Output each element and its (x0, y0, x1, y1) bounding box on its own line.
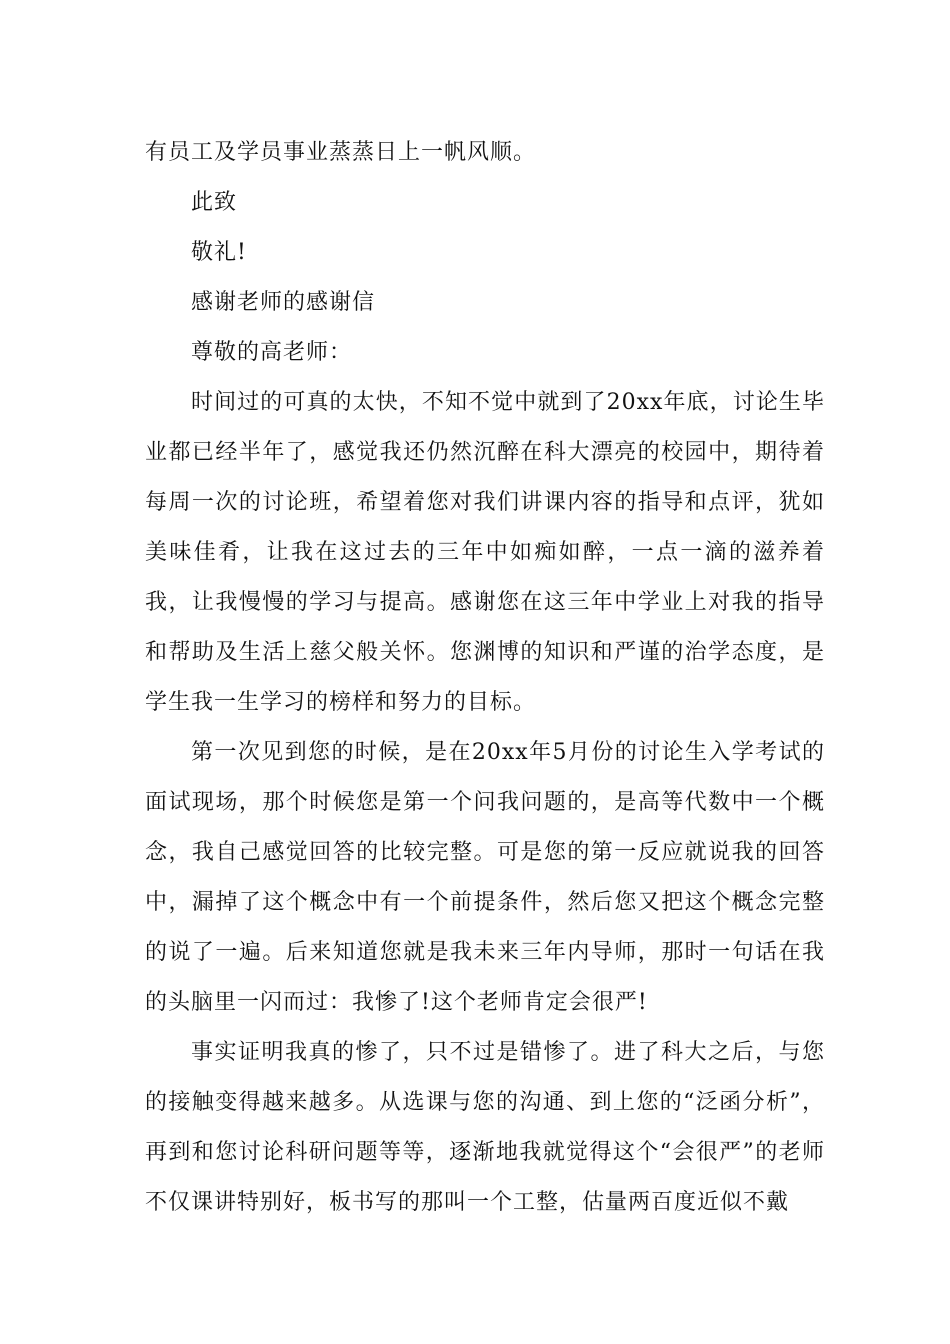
closing-sentence: 有员工及学员事业蒸蒸日上一帆风顺。 (145, 140, 537, 165)
paragraph-2: 第一次见到您的时候，是在20xx年5月份的讨论生入学考试的面试现场，那个时候您是第一个问我问题的，是高等代数中一个概念，我自己感觉回答的比较完整。可是您的第一反应就说我的回答中，漏掉了这个概念中有一个前提条件，然后您又把这个概念完整的说了一遍。后来知道您就是我未来三年内导师，那时一句话在我的头脑里一闪而过：我惨了!这个老师肯定会很严! (145, 740, 825, 1015)
salutation-closing: 此致 (191, 190, 238, 215)
letter-body (145, 128, 825, 1228)
paragraph-1: 时间过的可真的太快，不知不觉中就到了20xx年底，讨论生毕业都已经半年了，感觉我还仍然沉醉在科大漂亮的校园中，期待着每周一次的讨论班，希望着您对我们讲课内容的指导和点评，犹如美味佳肴，让我在这过去的三年中如痴如醉，一点一滴的滋养着我，让我慢慢的学习与提高。感谢您在这三年中学业上对我的指导和帮助及生活上慈父般关怀。您渊博的知识和严谨的治学态度，是学生我一生学习的榜样和努力的目标。 (145, 390, 825, 715)
salutation-regards: 敬礼! (191, 240, 247, 265)
paragraph-3: 事实证明我真的惨了，只不过是错惨了。进了科大之后，与您的接触变得越来越多。从选课与您的沟通、到上您的“泛函分析”，再到和您讨论科研问题等等，逐渐地我就觉得这个“会很严”的老师不仅课讲特别好，板书写的那叫一个工整，估量两百度近似不戴 (145, 1040, 825, 1215)
letter-title: 感谢老师的感谢信 (191, 290, 376, 315)
letter-greeting: 尊敬的高老师： (191, 340, 353, 365)
